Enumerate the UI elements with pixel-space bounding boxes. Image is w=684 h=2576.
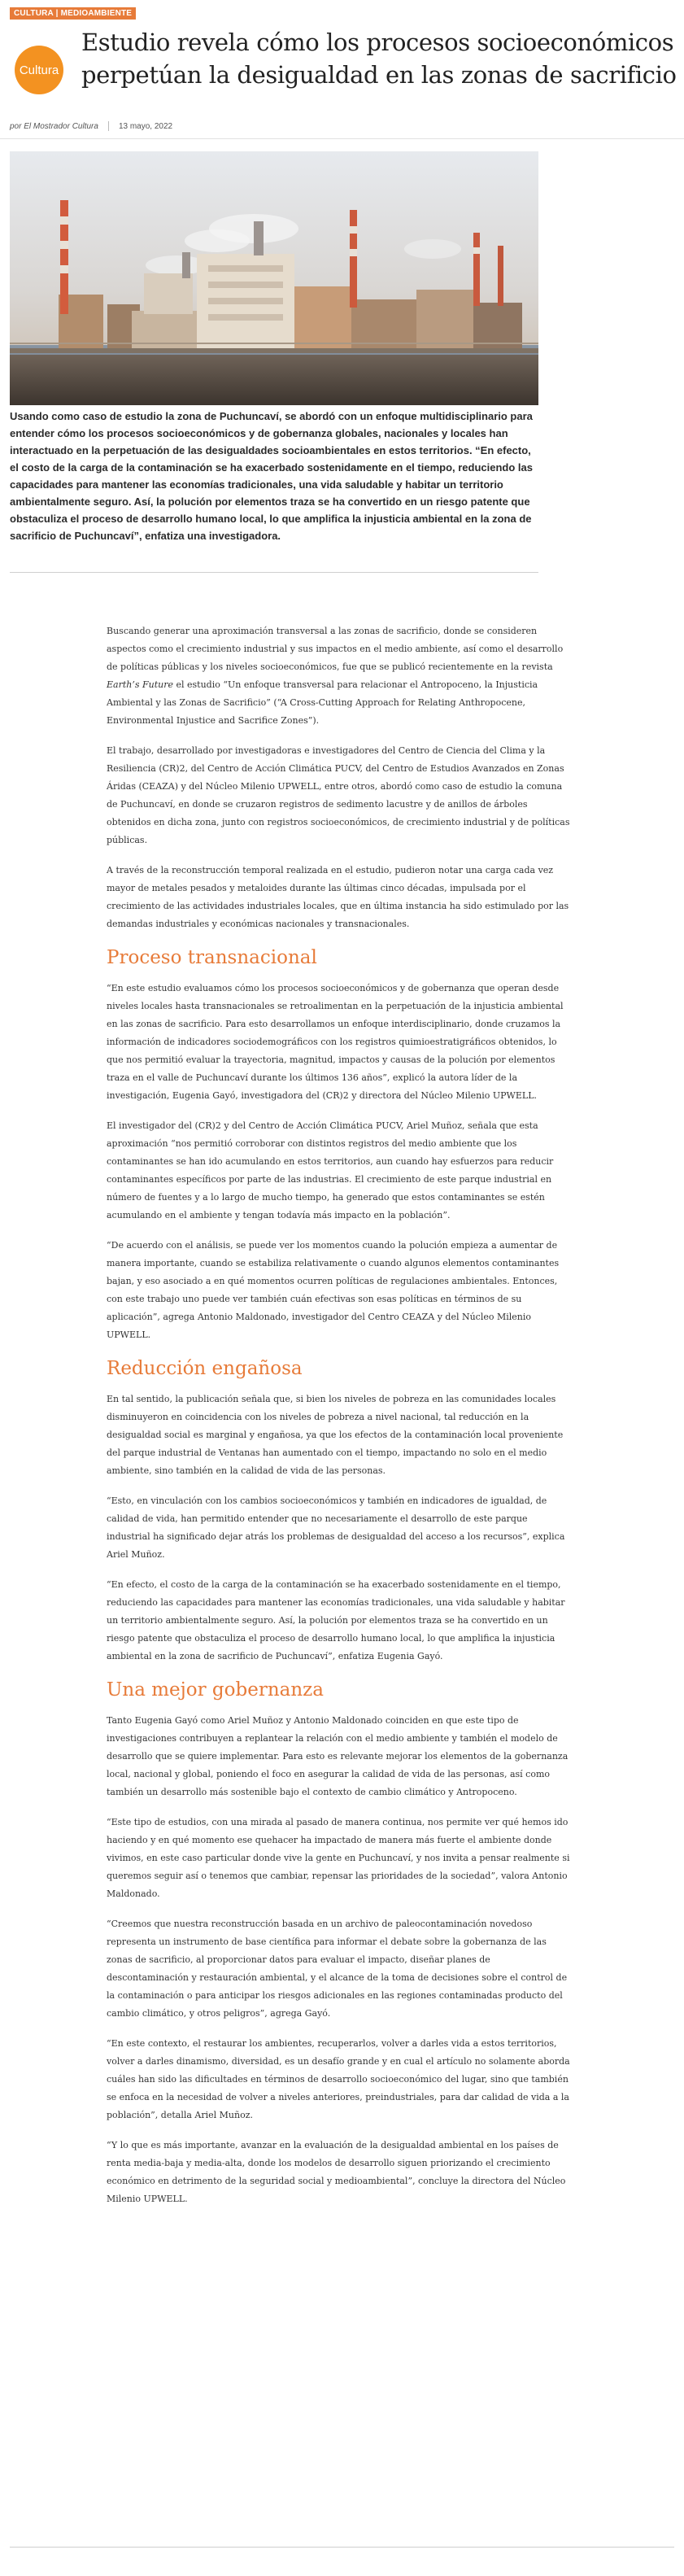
paragraph-4: “En este estudio evaluamos cómo los procesos socioeconómicos y de gobernanza que operan desde niveles locales hasta transnacionales se retroalimentan en la perpetuación de la injusticia ambiental en las zonas de sacrificio. Para esto desarrollamos un enfoque interdisciplinario, donde cruzamos la información de indicadores sociodemográficos con los registros quimioestratigráficos obtenidos, lo que nos permitió evaluar la trayectoria, magnitud, impactos y causas de la polución por elementos traza en el valle de Puchuncaví durante los últimos 136 años”, explicó la autora líder de la investigación, Eugenia Gayó, investigadora del (CR)2 y directora del Núcleo Milenio UPWELL. — [107, 983, 564, 1101]
industrial-complex-photo — [10, 151, 538, 405]
subheading-mejor-gobernanza: Una mejor gobernanza — [107, 1679, 324, 1701]
section-tag[interactable]: CULTURA | MEDIOAMBIENTE — [10, 7, 136, 20]
author[interactable]: por El Mostrador Cultura — [10, 121, 98, 131]
publish-date: 13 mayo, 2022 — [118, 121, 173, 131]
cultura-badge[interactable]: Cultura — [15, 46, 63, 94]
paragraph-5: El investigador del (CR)2 y del Centro de Acción Climática PUCV, Ariel Muñoz, señala que esta aproximación “nos permitió corroborar con distintos registros del medio ambiente que los contaminantes se han ido acumulando en estos territorios, aun cuando hay esfuerzos para reducir contaminantes específicos por parte de las industrias. El crecimiento de este parque industrial en número de fuentes y a lo largo de mucho tiempo, ha generado que estos contaminantes se estén acumulando en el ambiente y tengan todavía más impacto en la población”. — [107, 1120, 554, 1220]
paragraph-13: “En este contexto, el restaurar los ambientes, recuperarlos, volver a darles vida a estos territorios, volver a darles dinamismo, diversidad, es un desafío grande y en cual el artículo no solamente aborda cuáles han sido las dificultades en términos de desarrollo socioeconómico del lugar, sino que también se enfoca en la necesidad de volver a niveles anteriores, preindustriales, para dar calidad de vida a la población”, detalla Ariel Muñoz. — [107, 2038, 570, 2120]
paragraph-7: En tal sentido, la publicación señala que, si bien los niveles de pobreza en las comunidades locales disminuyeron en coincidencia con los niveles de pobreza a nivel nacional, tal reducción en la desigualdad social es marginal y engañosa, ya que los efectos de la contaminación local proveniente del parque industrial de Ventanas han aumentado con el tiempo, impactando no solo en el medio ambiente, sino también en la calidad de vida de las personas. — [107, 1394, 564, 1476]
paragraph-10: Tanto Eugenia Gayó como Ariel Muñoz y Antonio Maldonado coinciden en que este tipo de investigaciones contribuyen a replantear la relación con el medio ambiente y también el modelo de desarrollo que se quiere implementar. Para esto es relevante mejorar los elementos de la gobernanza local, nacional y global, poniendo el foco en asegurar la calidad de vida de las personas, así como también un desarrollo más sostenible bajo el contexto de cambio climático y Antropoceno. — [107, 1715, 569, 1797]
byline-divider — [108, 121, 109, 131]
paragraph-1-start: Buscando generar una aproximación transversal a las zonas de sacrificio, donde se consideren aspectos como el crecimiento industrial y sus impactos en el medio ambiente, así como el desarrollo de políticas públicas y los niveles socioeconómicos, fue que se publicó recientemente en la revista — [107, 626, 564, 672]
subheading-reduccion-enganosa: Reducción engañosa — [107, 1358, 303, 1379]
image-caption: Usando como caso de estudio la zona de Puchuncaví, se abordó con un enfoque multidisciplinario para entender cómo los procesos socioeconómicos y de gobernanza globales, nacionales y locales han interactuado en la perpetuación de las desigualdades socioambientales en estos territorios. “En efecto, el costo de la carga de la contaminación se ha exacerbado sostenidamente en el tiempo, reduciendo las capacidades para mantener las economías tradicionales, una vida saludable y habitar un territorio ambientalmente seguro. Así, la polución por elementos traza se ha convertido en un riesgo patente que obstaculiza el proceso de desarrollo humano local, lo que amplifica la injusticia ambiental en la zona de sacrificio de Puchuncaví”, enfatiza una investigadora. — [10, 410, 533, 542]
hero-image — [10, 151, 538, 405]
journal-name: Earth’s Future — [107, 679, 173, 690]
paragraph-9: “En efecto, el costo de la carga de la contaminación se ha exacerbado sostenidamente en el tiempo, reduciendo las capacidades para mantener las economías tradicionales, una vida saludable y habitar un territorio ambientalmente seguro. Así, la polución por elementos traza se ha convertido en un riesgo patente que obstaculiza el proceso de desarrollo humano local, lo que amplifica la injusticia ambiental en la zona de sacrificio de Puchuncaví”, enfatiza Eugenia Gayó. — [107, 1579, 565, 1661]
paragraph-12: “Creemos que nuestra reconstrucción basada en un archivo de paleocontaminación novedoso representa un instrumento de base científica para informar el debate sobre la gobernanza de las zonas de sacrificio, al proporcionar datos para evaluar el impacto, diseñar planes de descontaminación y restauración ambiental, y el alcance de la toma de decisiones sobre el control de la contaminación o para anticipar los riesgos adicionales en las regiones contaminadas producto del cambio climático, y otros peligros”, agrega Gayó. — [107, 1919, 568, 2019]
subheading-proceso-transnacional: Proceso transnacional — [107, 947, 317, 968]
article-body — [107, 622, 570, 2220]
paragraph-8: “Esto, en vinculación con los cambios socioeconómicos y también en indicadores de igualdad, de calidad de vida, han permitido entender que no necesariamente el desarrollo de este parque industrial ha significado dejar atrás los problemas de desigualdad del acceso a los recursos”, explica Ariel Muñoz. — [107, 1495, 565, 1560]
article-header — [10, 24, 677, 98]
paragraph-14: “Y lo que es más importante, avanzar en la evaluación de la desigualdad ambiental en los países de renta media-baja y media-alta, donde los modelos de desarrollo siguen priorizando el crecimiento económico en detrimento de la seguridad social y medioambiental”, concluye la directora del Núcleo Milenio UPWELL. — [107, 2140, 566, 2204]
footer-divider — [10, 2547, 674, 2548]
paragraph-3: A través de la reconstrucción temporal realizada en el estudio, pudieron notar una carga cada vez mayor de metales pesados y metaloides durante las últimas cinco décadas, impulsada por el crecimiento de las actividades industriales locales, que en última instancia ha sido estimulado por las demandas industriales y económicas nacionales y transnacionales. — [107, 865, 569, 929]
paragraph-1-end: el estudio “Un enfoque transversal para relacionar el Antropoceno, la Injusticia Ambiental y las Zonas de Sacrificio” (“A Cross-Cutting Approach for Relating Anthropocene, Environmental Injustice and Sacrifice Zones”). — [107, 679, 538, 726]
paragraph-2: El trabajo, desarrollado por investigadoras e investigadores del Centro de Ciencia del Clima y la Resiliencia (CR)2, del Centro de Acción Climática PUCV, del Centro de Estudios Avanzados en Zonas Áridas (CEAZA) y del Núcleo Milenio UPWELL, entre otros, abordó como caso de estudio la comuna de Puchuncaví, en donde se cruzaron registros de sedimento lacustre y de anillos de árboles obtenidos en dicha zona, junto con registros socioeconómicos, de crecimiento industrial y de políticas públicas. — [107, 745, 570, 845]
article-title: Estudio revela cómo los procesos socioeconómicos perpetúan la desigualdad en las zonas de sacrificio — [81, 28, 677, 89]
byline — [10, 121, 172, 131]
header-divider — [0, 138, 684, 139]
caption-divider — [10, 572, 538, 573]
paragraph-6: “De acuerdo con el análisis, se puede ver los momentos cuando la polución empieza a aumentar de manera importante, cuando se estabiliza relativamente o cuando algunos elementos contaminantes bajan, y eso asociado a en qué momentos ocurren políticas de regulaciones ambientales. Entonces, con este trabajo uno puede ver también cuán efectivas son esas políticas en términos de su aplicación”, agrega Antonio Maldonado, investigador del Centro CEAZA y del Núcleo Milenio UPWELL. — [107, 1240, 560, 1340]
paragraph-11: “Este tipo de estudios, con una mirada al pasado de manera continua, nos permite ver qué hemos ido haciendo y en qué momento ese quehacer ha impactado de manera más fuerte el ambiente donde vivimos, en este caso particular donde vive la gente en Puchuncaví, y nos invita a pensar realmente si queremos seguir así o tenemos que cambiar, repensar las prioridades de la sociedad”, valora Antonio Maldonado. — [107, 1817, 570, 1899]
paragraph-1 — [107, 622, 570, 730]
